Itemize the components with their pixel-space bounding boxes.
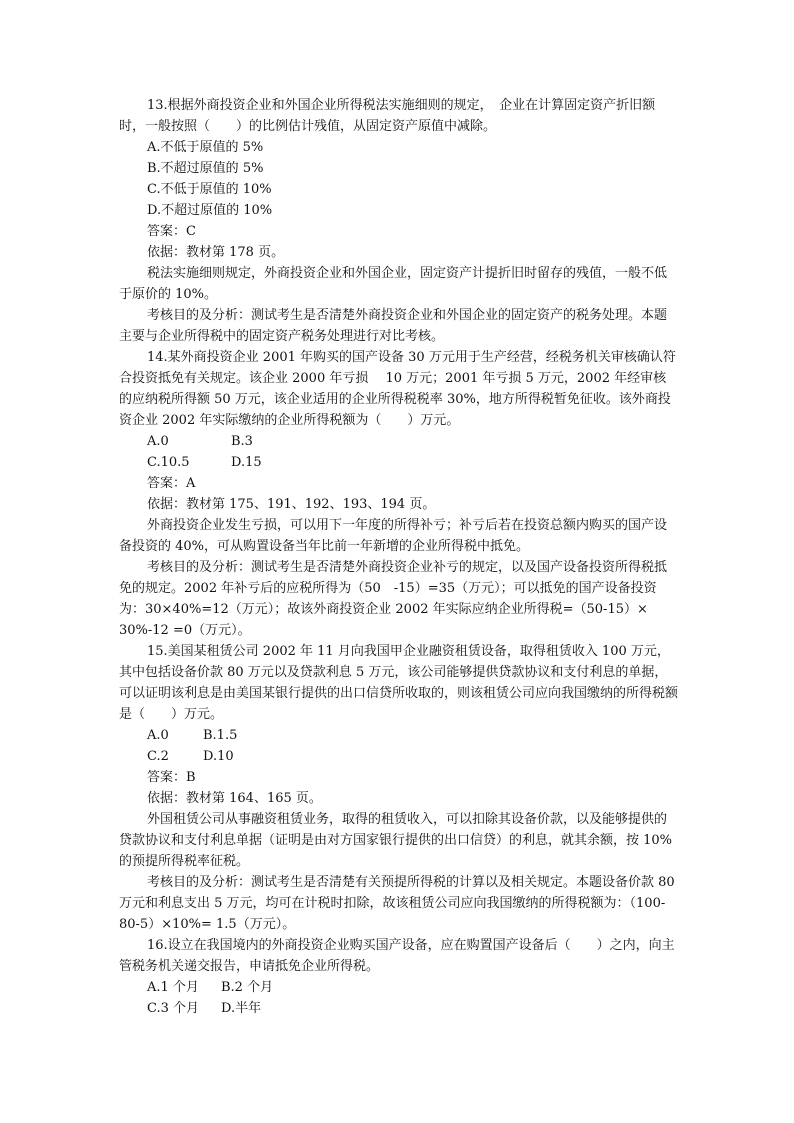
q13-option-b: B.不超过原值的 5% — [147, 161, 264, 176]
q15-options-row-2 — [119, 746, 679, 767]
q15-explanation: 外国租赁公司从事融资租赁业务，取得的租赁收入，可以扣除其设备价款，以及能够提供的贷款协议和支付利息单据（证明是由对方国家银行提供的出口信贷）的利息，就其余额，按 10%的预提所得税率征税。 — [119, 812, 673, 869]
q15-stem: 15.美国某租赁公司 2002 年 11 月向我国甲企业融资租赁设备，取得租赁收入 100 万元，其中包括设备价款 80 万元以及贷款利息 5 万元，该公司能够提供贷款协议和支付利息的单据，可以证明该利息是由美国某银行提供的出口信贷所收取的，则该租赁公司应向我国缴纳的所得税额是（ ）万元。 — [119, 644, 679, 722]
q14-option-d: D.15 — [231, 455, 262, 470]
q14-basis: 依据：教材第 175、191、192、193、194 页。 — [147, 497, 436, 512]
q15-option-c: C.2 — [147, 749, 169, 764]
q15-option-b: B.1.5 — [203, 728, 238, 743]
document-page — [119, 95, 679, 1019]
q13-answer: 答案：C — [147, 224, 196, 239]
q13-stem: 13.根据外商投资企业和外国企业所得税法实施细则的规定， 企业在计算固定资产折旧额时，一般按照（ ）的比例估计残值，从固定资产原值中减除。 — [119, 98, 656, 134]
q13-analysis: 考核目的及分析：测试考生是否清楚外商投资企业和外国企业的固定资产的税务处理。本题主要与企业所得税中的固定资产税务处理进行对比考核。 — [119, 308, 668, 344]
q13-option-a: A.不低于原值的 5% — [147, 140, 264, 155]
q15-basis: 依据：教材第 164、165 页。 — [147, 791, 322, 806]
q16-options-row-1 — [119, 977, 679, 998]
q14-explanation: 外商投资企业发生亏损，可以用下一年度的所得补亏；补亏后若在投资总额内购买的国产设备投资的 40%，可从购置设备当年比前一年新增的企业所得税中抵免。 — [119, 518, 668, 554]
q14-option-c: C.10.5 — [147, 455, 190, 470]
q15-options-row-1 — [119, 725, 679, 746]
q16-stem: 16.设立在我国境内的外商投资企业购买国产设备，应在购置国产设备后（ ）之内，向主管税务机关递交报告，申请抵免企业所得税。 — [119, 938, 675, 974]
q15-option-a: A.0 — [147, 728, 169, 743]
q15-option-d: D.10 — [203, 749, 234, 764]
q16-option-a: A.1 个月 — [147, 980, 199, 995]
q13-basis: 依据：教材第 178 页。 — [147, 245, 285, 260]
q13-option-d: D.不超过原值的 10% — [147, 203, 273, 218]
q14-option-b: B.3 — [231, 434, 253, 449]
q14-options-row-1 — [119, 431, 679, 452]
q14-stem: 14.某外商投资企业 2001 年购买的国产设备 30 万元用于生产经营，经税务机关审核确认符合投资抵免有关规定。该企业 2000 年亏损 10 万元；2001 年亏损 5 万元，2002 年经审核的应纳税所得额 50 万元，该企业适用的企业所得税税率 30%，地方所得税暂免征收。该外商投资企业 2002 年实际缴纳的企业所得税额为（ ）万元。 — [119, 350, 676, 428]
q16-option-b: B.2 个月 — [221, 980, 274, 995]
q13-explanation: 税法实施细则规定，外商投资企业和外国企业，固定资产计提折旧时留存的残值，一般不低于原价的 10%。 — [119, 266, 668, 302]
q14-answer: 答案：A — [147, 476, 196, 491]
q14-options-row-2 — [119, 452, 679, 473]
q14-option-a: A.0 — [147, 434, 169, 449]
q14-analysis: 考核目的及分析：测试考生是否清楚外商投资企业补亏的规定，以及国产设备投资所得税抵免的规定。2002 年补亏后的应税所得为（50 -15）=35（万元）；可以抵免的国产设备投资为：30×40%=12（万元）；故该外商投资企业 2002 年实际应纳企业所得税=（50-15）× 30%-12 =0（万元）。 — [119, 560, 668, 638]
q15-analysis: 考核目的及分析：测试考生是否清楚有关预提所得税的计算以及相关规定。本题设备价款 80 万元和利息支出 5 万元，均可在计税时扣除，故该租赁公司应向我国缴纳的所得税额为：（100-80-5）×10%= 1.5（万元）。 — [119, 875, 679, 932]
q15-answer: 答案：B — [147, 770, 196, 785]
q16-option-c: C.3 个月 — [147, 1001, 200, 1016]
q16-options-row-2 — [119, 998, 679, 1019]
q13-option-c: C.不低于原值的 10% — [147, 182, 272, 197]
q16-option-d: D.半年 — [221, 1001, 262, 1016]
